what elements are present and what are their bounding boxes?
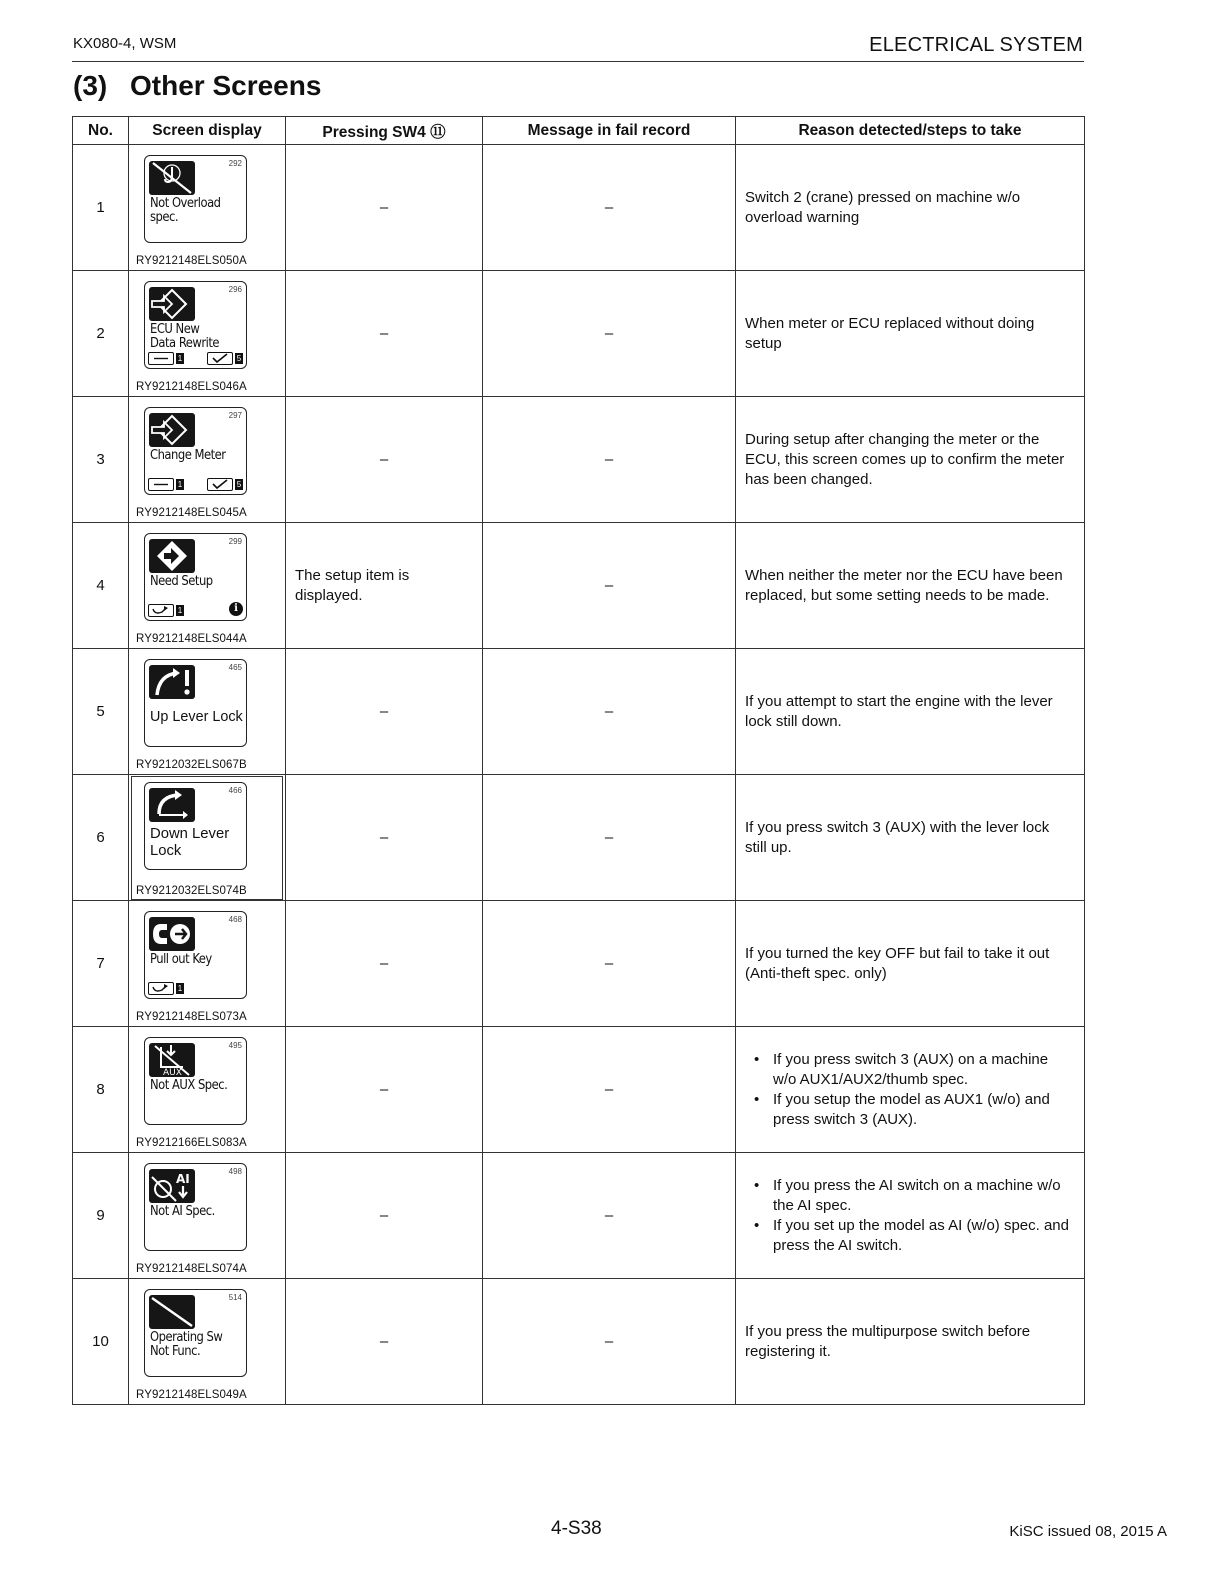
col-fail-record: Message in fail record	[483, 117, 736, 145]
softkey-bar	[207, 479, 243, 491]
screen-illustration	[132, 777, 282, 899]
ai-icon-text: AI	[176, 1171, 190, 1186]
pressing-sw4-value: –	[286, 901, 483, 1027]
header-rule	[72, 61, 1084, 62]
issue-note: KiSC issued 08, 2015 A	[1009, 1523, 1167, 1540]
screen-message-line: Data Rewrite	[150, 335, 220, 351]
pressing-sw4-value: –	[286, 271, 483, 397]
fail-record-value: –	[483, 523, 736, 649]
back-arrow-icon	[148, 604, 174, 617]
table-row	[73, 397, 1085, 523]
screen-illustration	[132, 525, 282, 647]
fail-record-value: –	[483, 649, 736, 775]
section-title	[73, 70, 321, 102]
table-row	[73, 145, 1085, 271]
table-row	[73, 901, 1085, 1027]
row-number: 9	[73, 1153, 129, 1279]
col-pressing-sw4: Pressing SW4 ⑪	[286, 117, 483, 145]
reason-cell	[736, 1279, 1085, 1405]
screen-message-line: Operating Sw	[150, 1329, 223, 1345]
screen-code: 498	[228, 1166, 242, 1176]
screen-message	[150, 1205, 243, 1219]
figure-ref: RY9212148ELS074A	[136, 1262, 247, 1275]
row-number: 10	[73, 1279, 129, 1405]
screen-code: 297	[228, 410, 242, 420]
screen-message	[150, 707, 243, 725]
screen-illustration	[132, 147, 282, 269]
reason-list	[745, 1176, 1075, 1256]
meter-screen	[144, 407, 247, 495]
meter-screen	[144, 1037, 247, 1125]
reason-text: Switch 2 (crane) pressed on machine w/o overload warning	[745, 188, 1021, 226]
col-reason: Reason detected/steps to take	[736, 117, 1085, 145]
ai-slash-icon	[149, 1169, 195, 1203]
screen-code: 468	[228, 914, 242, 924]
screen-message-line: spec.	[150, 209, 179, 225]
pressing-sw4-value: –	[286, 1279, 483, 1405]
reason-list	[745, 1050, 1075, 1130]
fail-record-value: –	[483, 1027, 736, 1153]
pressing-sw4-value: –	[286, 775, 483, 901]
check-icon	[207, 352, 233, 365]
meter-screen	[144, 533, 247, 621]
back-arrow-icon	[148, 982, 174, 995]
screen-code: 296	[228, 284, 242, 294]
reason-item: • If you setup the model as AUX1 (w/o) and press switch 3 (AUX).	[773, 1090, 1075, 1130]
reason-cell	[736, 271, 1085, 397]
pressing-sw4-value: –	[286, 649, 483, 775]
screen-code: 299	[228, 536, 242, 546]
table-row	[73, 775, 1085, 901]
page-number: 4-S38	[551, 1518, 602, 1539]
screen-message	[150, 1331, 243, 1359]
screen-display-cell	[129, 1279, 286, 1405]
screen-illustration	[132, 651, 282, 773]
reason-text: If you turned the key OFF but fail to take it out (Anti-theft spec. only)	[745, 944, 1050, 982]
screen-code: 466	[228, 785, 242, 795]
meter-screen	[144, 1289, 247, 1377]
fail-record-value: –	[483, 397, 736, 523]
table-row	[73, 1153, 1085, 1279]
screen-message	[150, 1079, 243, 1093]
reason-cell	[736, 397, 1085, 523]
screen-message-line: Pull out Key	[150, 951, 212, 967]
screen-message	[150, 953, 243, 967]
dash-icon	[148, 478, 174, 491]
screen-display-cell	[129, 397, 286, 523]
pressing-sw4-value: –	[286, 1027, 483, 1153]
reason-text: If you press switch 3 (AUX) with the lever lock still up.	[745, 818, 1050, 856]
meter-screen	[144, 155, 247, 243]
screen-illustration	[132, 273, 282, 395]
screen-message-line: Lock	[150, 841, 182, 859]
reason-text: If you attempt to start the engine with the lever lock still down.	[745, 692, 1053, 730]
screen-message-line: Not AI Spec.	[150, 1203, 215, 1219]
diamond-arrow-icon	[149, 413, 195, 447]
meter-screen	[144, 659, 247, 747]
softkey-1: 1	[177, 480, 183, 489]
softkey-1: 1	[177, 606, 183, 615]
figure-ref: RY9212032ELS074B	[136, 884, 247, 897]
screen-display-cell	[129, 523, 286, 649]
table-row	[73, 1279, 1085, 1405]
figure-ref: RY9212148ELS046A	[136, 380, 247, 393]
reason-text: During setup after changing the meter or the ECU, this screen comes up to confirm the meter has been changed.	[745, 430, 1065, 488]
screen-message-line: Not Func.	[150, 1343, 201, 1359]
screen-display-cell	[129, 775, 286, 901]
screens-table	[72, 116, 1085, 1405]
reason-text: When meter or ECU replaced without doing setup	[745, 314, 1035, 352]
softkey-bar	[148, 479, 184, 491]
pressing-sw4-value: The setup item is displayed.	[286, 523, 483, 649]
header-model: KX080-4, WSM	[73, 35, 177, 52]
row-number: 4	[73, 523, 129, 649]
screen-message-line: Up Lever Lock	[150, 707, 243, 725]
fail-record-value: –	[483, 775, 736, 901]
softkey-bar	[148, 605, 184, 617]
reason-cell	[736, 1027, 1085, 1153]
table-header-row	[73, 117, 1085, 145]
table-row	[73, 271, 1085, 397]
meter-screen	[144, 911, 247, 999]
screen-message-line: Need Setup	[150, 573, 213, 589]
screen-code: 514	[228, 1292, 242, 1302]
reason-cell	[736, 901, 1085, 1027]
lever-up-icon	[149, 665, 195, 699]
fail-record-value: –	[483, 1153, 736, 1279]
softkey-5: 5	[236, 480, 242, 489]
row-number: 3	[73, 397, 129, 523]
section-title-text: Other Screens	[130, 70, 322, 101]
screen-message	[150, 323, 243, 351]
section-number: (3)	[73, 70, 108, 101]
screen-display-cell	[129, 1153, 286, 1279]
reason-item: • If you press switch 3 (AUX) on a machine w/o AUX1/AUX2/thumb spec.	[773, 1050, 1075, 1090]
screen-message-line: Change Meter	[150, 447, 226, 463]
diamond-arrow-icon	[149, 287, 195, 321]
figure-ref: RY9212148ELS049A	[136, 1388, 247, 1401]
reason-cell	[736, 145, 1085, 271]
col-screen-display: Screen display	[129, 117, 286, 145]
table-row	[73, 649, 1085, 775]
softkey-1: 1	[177, 984, 183, 993]
diamond-arrow-filled-icon	[149, 539, 195, 573]
row-number: 5	[73, 649, 129, 775]
meter-screen	[144, 281, 247, 369]
figure-ref: RY9212032ELS067B	[136, 758, 247, 771]
slash-icon	[149, 1295, 195, 1329]
screen-code: 465	[228, 662, 242, 672]
row-number: 7	[73, 901, 129, 1027]
reason-text: If you press the multipurpose switch before registering it.	[745, 1322, 1031, 1360]
reason-cell	[736, 649, 1085, 775]
row-number: 1	[73, 145, 129, 271]
reason-item: • If you press the AI switch on a machine w/o the AI spec.	[773, 1176, 1075, 1216]
pressing-sw4-value: –	[286, 397, 483, 523]
screen-message	[150, 575, 243, 589]
meter-screen	[144, 1163, 247, 1251]
key-icon	[149, 917, 195, 951]
header-section: ELECTRICAL SYSTEM	[869, 34, 1083, 56]
screen-message	[150, 825, 243, 859]
crane-hook-slash-icon	[149, 161, 195, 195]
screen-display-cell	[129, 649, 286, 775]
reason-text: When neither the meter nor the ECU have been replaced, but some setting needs to be made.	[745, 566, 1063, 604]
dash-icon	[148, 352, 174, 365]
info-icon: i	[229, 602, 243, 616]
screen-message	[150, 197, 243, 225]
softkey-1: 1	[177, 354, 183, 363]
table-body	[73, 145, 1085, 1405]
row-number: 6	[73, 775, 129, 901]
col-no: No.	[73, 117, 129, 145]
row-number: 2	[73, 271, 129, 397]
row-number: 8	[73, 1027, 129, 1153]
screen-code: 292	[228, 158, 242, 168]
screen-code: 495	[228, 1040, 242, 1050]
table-row	[73, 1027, 1085, 1153]
reason-cell	[736, 775, 1085, 901]
softkey-bar	[207, 353, 243, 365]
screen-message-line: Not Overload	[150, 195, 221, 211]
softkey-bar	[148, 353, 184, 365]
screen-illustration	[132, 1155, 282, 1277]
screen-message	[150, 449, 243, 463]
check-icon	[207, 478, 233, 491]
reason-item: • If you set up the model as AI (w/o) spec. and press the AI switch.	[773, 1216, 1075, 1256]
screen-message-line: ECU New	[150, 321, 200, 337]
aux-slash-icon	[149, 1043, 195, 1077]
fail-record-value: –	[483, 901, 736, 1027]
screen-display-cell	[129, 901, 286, 1027]
figure-ref: RY9212148ELS044A	[136, 632, 247, 645]
meter-screen	[144, 782, 247, 870]
pressing-sw4-value: –	[286, 1153, 483, 1279]
table-row	[73, 523, 1085, 649]
figure-ref: RY9212148ELS045A	[136, 506, 247, 519]
screen-message-line: Not AUX Spec.	[150, 1077, 228, 1093]
fail-record-value: –	[483, 271, 736, 397]
aux-icon-text: AUX	[163, 1067, 182, 1077]
figure-ref: RY9212166ELS083A	[136, 1136, 247, 1149]
lever-down-icon	[149, 788, 195, 822]
screen-illustration	[132, 903, 282, 1025]
softkey-5: 5	[236, 354, 242, 363]
reason-cell	[736, 523, 1085, 649]
screen-message-line: Down Lever	[150, 824, 230, 842]
softkey-bar	[148, 983, 184, 995]
figure-ref: RY9212148ELS050A	[136, 254, 247, 267]
reason-cell	[736, 1153, 1085, 1279]
pressing-sw4-value: –	[286, 145, 483, 271]
fail-record-value: –	[483, 145, 736, 271]
screen-illustration	[132, 1029, 282, 1151]
screen-display-cell	[129, 145, 286, 271]
fail-record-value: –	[483, 1279, 736, 1405]
screen-display-cell	[129, 271, 286, 397]
screen-illustration	[132, 1281, 282, 1403]
figure-ref: RY9212148ELS073A	[136, 1010, 247, 1023]
screen-illustration	[132, 399, 282, 521]
screen-display-cell	[129, 1027, 286, 1153]
